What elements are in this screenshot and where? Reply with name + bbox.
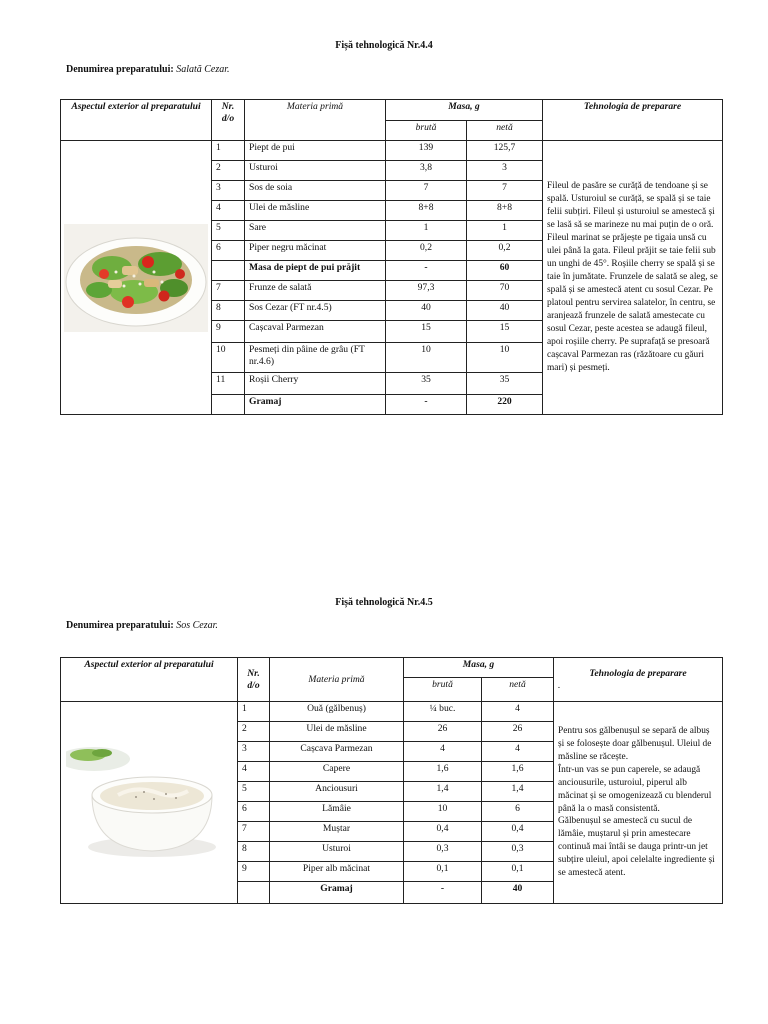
row-item: Sos de soia [245, 181, 386, 201]
header-nr: Nr. d/o [212, 100, 245, 141]
row-item: Piper alb măcinat [270, 862, 404, 882]
row-item: Lămâie [270, 802, 404, 822]
dish-name: Sos Cezar. [176, 620, 218, 631]
row-item: Roșii Cherry [245, 373, 386, 395]
technology-paragraph-2: Într-un vas se pun caperele, se adaugă anciousurile, usturoiul, piperul alb măcinat și se omogenizează cu blenderul până la o masă consistentă. [558, 764, 712, 814]
row-nr: 8 [238, 842, 270, 862]
row-nr: 3 [212, 181, 245, 201]
row-item: Gramaj [245, 395, 386, 415]
row-nr: 10 [212, 343, 245, 373]
sheet2-title: Fișă tehnologică Nr.4.5 [335, 597, 433, 608]
row-nr: 5 [238, 782, 270, 802]
row-gross: - [386, 395, 467, 415]
caesar-sauce-photo [66, 739, 232, 867]
row-nr: 2 [212, 161, 245, 181]
salad-photo-cell [61, 141, 212, 415]
row-nr: 6 [212, 241, 245, 261]
header-mass: Masa, g [404, 658, 554, 678]
dish-name: Salată Cezar. [176, 64, 230, 75]
sheet1-dish-line [66, 64, 230, 75]
row-nr [212, 395, 245, 415]
row-gross: ¼ buc. [404, 702, 482, 722]
row-item: Sare [245, 221, 386, 241]
row-item: Piept de pui [245, 141, 386, 161]
row-net: 70 [467, 281, 543, 301]
row-net: 4 [482, 702, 554, 722]
row-item: Usturoi [270, 842, 404, 862]
technology-paragraph-3: Gălbenușul se amestecă cu sucul de lămâie, muștarul și prin amestecare continuă mai întâi se dauga printr-un jet subțire uleiul, apoi celelalte ingrediente și se amestecă atent. [558, 816, 715, 879]
row-item: Usturoi [245, 161, 386, 181]
row-item: Pesmeți din pâine de grâu (FT nr.4.6) [245, 343, 386, 373]
row-gross: 26 [404, 722, 482, 742]
row-nr: 5 [212, 221, 245, 241]
row-net: 0,2 [467, 241, 543, 261]
row-net: 6 [482, 802, 554, 822]
row-gross: 0,2 [386, 241, 467, 261]
row-gross: 35 [386, 373, 467, 395]
row-item: Cașcaval Parmezan [245, 321, 386, 343]
row-net: 4 [482, 742, 554, 762]
row-gross: 1,6 [404, 762, 482, 782]
row-item: Anciousuri [270, 782, 404, 802]
row-item: Ulei de măsline [245, 201, 386, 221]
header-technology-dot: . [558, 679, 561, 691]
row-gross: 10 [404, 802, 482, 822]
table-row [61, 141, 723, 161]
header-appearance: Aspectul exterior al preparatului [61, 100, 212, 141]
row-net: 1 [467, 221, 543, 241]
row-gross: 8+8 [386, 201, 467, 221]
header-technology: Tehnologia de preparare [543, 100, 723, 141]
row-gross: 139 [386, 141, 467, 161]
row-item: Sos Cezar (FT nr.4.5) [245, 301, 386, 321]
row-gross: 10 [386, 343, 467, 373]
row-net: 220 [467, 395, 543, 415]
row-item: Ouă (gălbenuș) [270, 702, 404, 722]
row-nr: 2 [238, 722, 270, 742]
row-item: Piper negru măcinat [245, 241, 386, 261]
row-net: 10 [467, 343, 543, 373]
row-nr: 9 [212, 321, 245, 343]
header-nr: Nr. d/o [238, 658, 270, 702]
header-gross: brută [386, 121, 467, 141]
row-nr: 1 [238, 702, 270, 722]
sheet1-table [60, 99, 723, 415]
row-nr [212, 261, 245, 281]
dish-label: Denumirea preparatului: [66, 620, 174, 631]
row-nr: 3 [238, 742, 270, 762]
row-gross: 0,1 [404, 862, 482, 882]
table-row [61, 702, 723, 722]
row-nr: 1 [212, 141, 245, 161]
sauce-photo-cell [61, 702, 238, 904]
row-net: 7 [467, 181, 543, 201]
row-gross: 15 [386, 321, 467, 343]
row-net: 0,1 [482, 862, 554, 882]
technology-text: Fileul de pasăre se curăță de tendoane și se spală. Usturoiul se curăță, se spală și se taie felii subțiri. Fileul și usturoiul se amestecă și se lasă să se marineze nu mai puțin de o oră. Fileul marinat se prăjește pe tigaia unsă cu ulei până la gata. Fileul prăjit se taie felii sub un unghi de 45°. Roșiile cherry se spală și se taie în jumătate. Frunzele de salată se aleg, se spală și se amestecă atent cu sosul Cezar. Pe platoul pentru servirea salatelor, în centru, se aranjează frunzele de salată amestecate cu sosul Cezar, peste acestea se adaugă fileul, apoi roșiile cherry. Pe suprafață se presoară cașcaval Parmezan ras (răzătoare cu găuri mari) și pesmeți. [543, 141, 723, 415]
row-gross: 1 [386, 221, 467, 241]
row-net: 40 [482, 882, 554, 904]
row-gross: 4 [404, 742, 482, 762]
row-gross: 7 [386, 181, 467, 201]
sheet2-dish-line [66, 620, 218, 631]
row-net: 0,3 [482, 842, 554, 862]
row-nr: 8 [212, 301, 245, 321]
header-net: netă [482, 678, 554, 702]
sheet1-title: Fișă tehnologică Nr.4.4 [335, 40, 433, 51]
row-nr: 9 [238, 862, 270, 882]
row-net: 8+8 [467, 201, 543, 221]
row-net: 3 [467, 161, 543, 181]
technology-text [554, 702, 723, 904]
row-item: Capere [270, 762, 404, 782]
row-net: 15 [467, 321, 543, 343]
header-technology-label: Tehnologia de preparare [589, 667, 687, 679]
row-net: 0,4 [482, 822, 554, 842]
row-gross: 40 [386, 301, 467, 321]
row-gross: 0,3 [404, 842, 482, 862]
row-gross: 97,3 [386, 281, 467, 301]
header-gross: brută [404, 678, 482, 702]
row-nr: 11 [212, 373, 245, 395]
sheet2-table [60, 657, 723, 904]
header-material: Materia primă [270, 658, 404, 702]
header-mass: Masa, g [386, 100, 543, 121]
row-item: Cașcava Parmezan [270, 742, 404, 762]
row-nr: 4 [212, 201, 245, 221]
header-net: netă [467, 121, 543, 141]
row-net: 40 [467, 301, 543, 321]
technology-paragraph-1: Pentru sos gălbenușul se separă de albuș și se folosește doar gălbenușul. Uleiul de măsline se răcește. [558, 725, 712, 762]
header-technology [554, 658, 723, 702]
row-gross: 3,8 [386, 161, 467, 181]
row-item: Gramaj [270, 882, 404, 904]
row-item: Muștar [270, 822, 404, 842]
row-net: 60 [467, 261, 543, 281]
row-item: Frunze de salată [245, 281, 386, 301]
row-nr: 7 [238, 822, 270, 842]
row-gross: 0,4 [404, 822, 482, 842]
row-gross: - [386, 261, 467, 281]
header-appearance: Aspectul exterior al preparatului [61, 658, 238, 702]
row-nr [238, 882, 270, 904]
header-material: Materia primă [245, 100, 386, 141]
row-net: 26 [482, 722, 554, 742]
row-net: 1,4 [482, 782, 554, 802]
row-item: Masa de piept de pui prăjit [245, 261, 386, 281]
dish-label: Denumirea preparatului: [66, 64, 174, 75]
row-net: 125,7 [467, 141, 543, 161]
row-nr: 7 [212, 281, 245, 301]
row-net: 35 [467, 373, 543, 395]
row-gross: 1,4 [404, 782, 482, 802]
row-item: Ulei de măsline [270, 722, 404, 742]
row-nr: 4 [238, 762, 270, 782]
row-nr: 6 [238, 802, 270, 822]
caesar-salad-photo [64, 224, 208, 332]
row-net: 1,6 [482, 762, 554, 782]
row-gross: - [404, 882, 482, 904]
